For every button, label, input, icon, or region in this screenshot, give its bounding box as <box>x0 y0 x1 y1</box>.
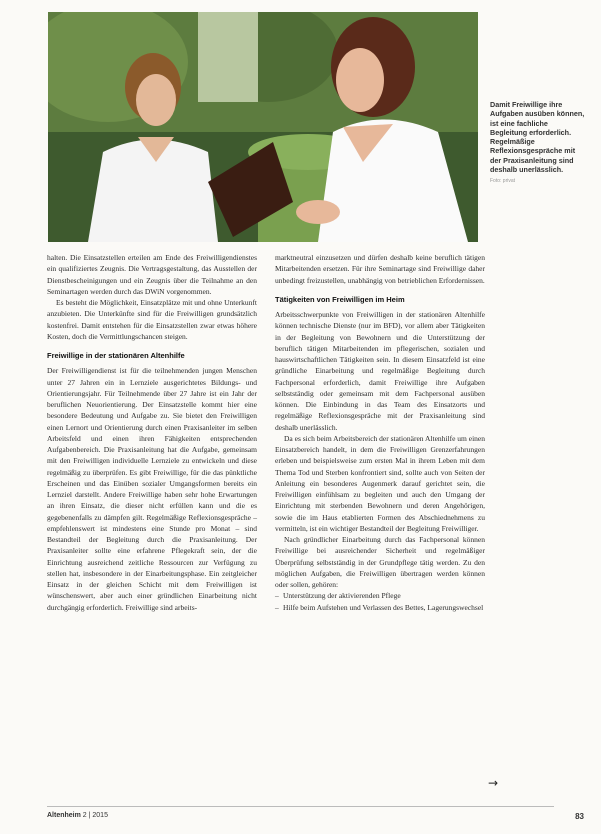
task-list <box>275 590 485 613</box>
paragraph: Es besteht die Möglichkeit, Einsatzplätze mit und ohne Unterkunft anzubieten. Die Unterkünfte sind für die Freiwilligen grundsätzlich kostenfrei. Damit entstehen für die Einsatzstellen zwar etwas höhere Kosten, doch die Vermittlungschancen steigen. <box>47 298 257 341</box>
paragraph: Arbeitsschwerpunkte von Freiwilligen in der stationären Altenhilfe können technische Dienste (nur im BFD), vor allem aber Tätigkeiten in der Begleitung von Bewohnern und die Unterstützung der beruflich tätigen Mitarbeitenden im pflegerischen, sozialen und hauswirtschaftlichen Tätigkeiten sein. In diesem Einsatzfeld ist eine gründliche Einarbeitung und regelmäßige Begleitung durch Fachpersonal erforderlich, damit Freiwillige ihre Aufgaben selbstständig oder gemeinsam mit dem Fachpersonal ausüben können. Die Einbindung in das Team des Einsatzorts und regelmäßige Reflexionsgespräche mit der Praxisanleitung sind deshalb unerlässlich. <box>275 310 485 432</box>
paragraph: marktneutral einzusetzen und dürfen deshalb keine beruflich tätigen Mitarbeitenden ersetzen. Für ihre Seminartage sind Freiwillige daher unbedingt freizustellen, unabhängig von betrieblichen Erfordernissen. <box>275 253 485 285</box>
caption-text: Damit Freiwillige ihre Aufgaben ausüben können, ist eine fachliche Begleitung erforderlich. Regelmäßige Reflexionsgespräche mit der Praxisanleitung sind deshalb unerlässlich. <box>490 100 585 175</box>
continue-arrow-icon: → <box>488 776 499 790</box>
paragraph: halten. Die Einsatzstellen erteilen am Ende des Freiwilligendienstes ein qualifiziertes Zeugnis. Die Vertragsgestaltung, das Ausstellen der Dienstbescheinigungen und ein Zeugnis über die Teilnahme an den Seminartagen werden durch das DWiN vorgenommen. <box>47 253 257 296</box>
issue-label: 2 | 2015 <box>82 812 108 819</box>
page-footer <box>47 806 584 821</box>
paragraph: Nach gründlicher Einarbeitung durch das Fachpersonal können Freiwillige bei ausreichender Sicherheit und regelmäßiger Überprüfung selbstständig in der Grundpflege tätig werden. Zu den möglichen Aufgaben, die Freiwilligen übertragen werden können oder sollen, gehören: <box>275 535 485 589</box>
left-column <box>47 252 257 613</box>
section-heading: Freiwillige in der stationären Altenhilfe <box>47 351 185 360</box>
article-photo <box>48 12 478 242</box>
right-column <box>275 252 485 613</box>
photo-credit: Foto: privat <box>490 178 516 185</box>
paragraph: Der Freiwilligendienst ist für die teilnehmenden jungen Menschen unter 27 Jahren ein in Lernziele ausgerichtetes Bildungs- und Orientierungsjahr. Für Teilnehmende über 27 Jahre ist ein Jahr der beruflichen Neuorientierung. Der Einsatzstelle kommt hier eine besondere Bedeutung und Aufgabe zu. Sie bietet den Freiwilligen einen Lernort und Orientierung durch einen Praxisanleiter im selben Arbeitsfeld und einen ihren Fähigkeiten entsprechenden Aufgabenbereich. Die Praxisanleitung hat die Aufgabe, gemeinsam mit den Freiwilligen individuelle Lernziele zu entwickeln und diese regelmäßig zu überprüfen. Es gibt Freiwillige, für die das pünktliche Erscheinen und das Einüben sozialer Umgangsformen bereits ein Lernziel darstellt. Andere Freiwillige haben sehr hohe Erwartungen an ihren Einsatz, die dieser nicht erfüllen kann und die es gegebenenfalls zu dämpfen gilt. Regelmäßige Reflexionsgespräche – empfehlenswert ist mindestens eine Stunde pro Monat – sind Bestandteil der Begleitung durch die Praxisanleitung. Der Praxisanleiter sollte eine erfahrene Pflegekraft sein, der die Einrichtung ausreichend zeitliche Ressourcen zur Verfügung zu stellen hat, insbesondere in der Einarbeitungsphase. Ein zeitgleicher Einsatz in der gleichen Schicht mit dem Freiwilligen ist wünschenswert, aber auch einer gründlichen Einarbeitung nicht durchgängig erforderlich. Freiwillige sind arbeits- <box>47 366 257 612</box>
paragraph: Da es sich beim Arbeitsbereich der stationären Altenhilfe um einen Einsatzbereich handelt, in dem die Freiwilligen Grenzerfahrungen erleben und beispielsweise zum ersten Mal in ihrem Leben mit dem Thema Tod und Sterben konfrontiert sind, sollte auch von Seiten der Anleitung ein besonderes Augenmerk darauf gerichtet sein, die Freiwilligen einfühlsam zu begleiten und auch den Umgang der Einrichtung mit sterbenden Bewohnern und deren Angehörigen, sowie die im Haus etablierten Formen des Abschiednehmens zu vermitteln, ist ein wichtiger Bestandteil der Begleitung Freiwilliger. <box>275 433 485 533</box>
publication-name: Altenheim <box>47 812 81 819</box>
photo-nurse-and-supervisor <box>48 12 478 242</box>
photo-caption <box>490 100 585 187</box>
page-number: 83 <box>575 812 584 821</box>
list-item: – Unterstützung der aktivierenden Pflege <box>275 590 485 601</box>
section-heading: Tätigkeiten von Freiwilligen im Heim <box>275 294 405 304</box>
list-item: – Hilfe beim Aufstehen und Verlassen des Bettes, Lagerungswechsel <box>275 602 485 613</box>
